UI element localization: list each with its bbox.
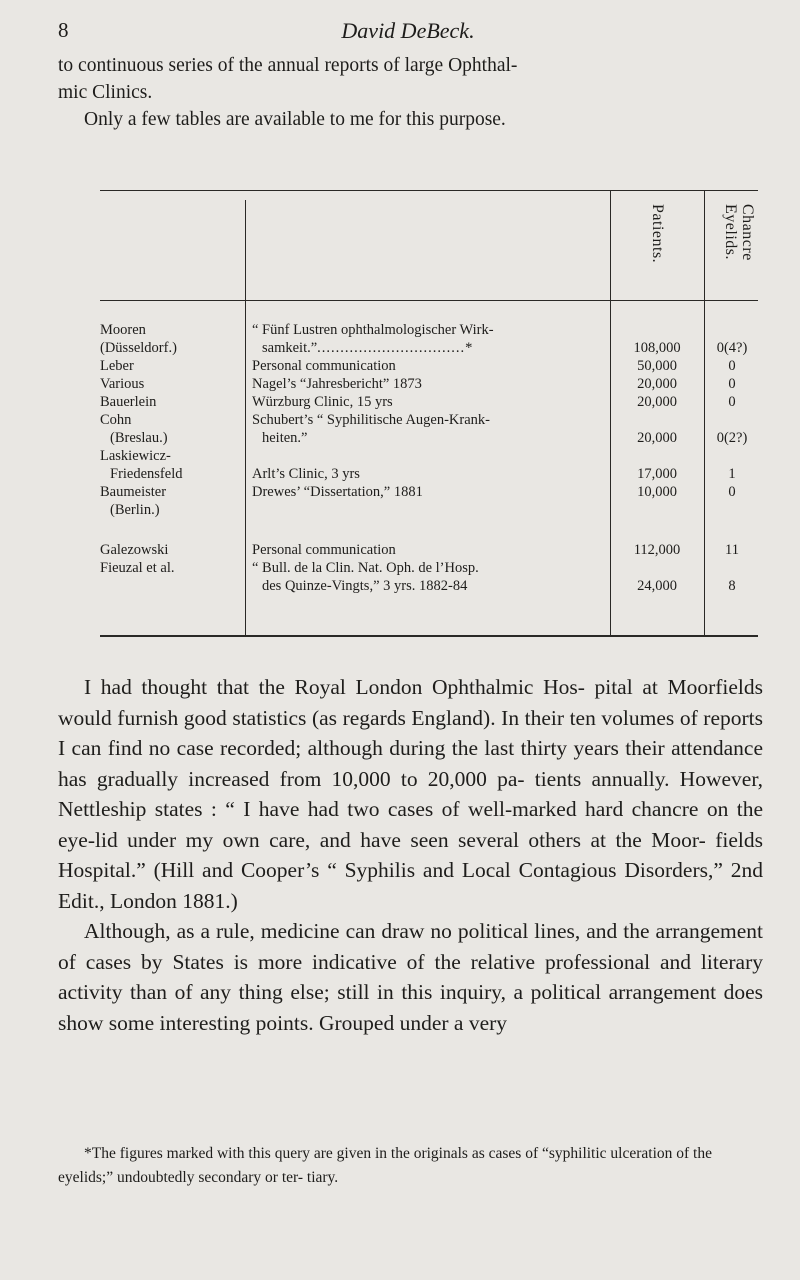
- running-header: [58, 18, 758, 48]
- column-header-chancre-line: Chancre: [739, 204, 756, 261]
- column-divider: [704, 190, 705, 636]
- row-chancre: 0(2?): [716, 430, 748, 446]
- table-top-rule: [100, 190, 758, 191]
- row-source: Personal communication: [252, 358, 396, 374]
- row-author: Friedensfeld: [110, 466, 183, 482]
- row-patients: 20,000: [637, 376, 677, 392]
- row-chancre: 0: [728, 376, 736, 392]
- row-patients: 50,000: [637, 358, 677, 374]
- row-chancre: 0: [728, 394, 736, 410]
- footnote: [58, 1142, 763, 1190]
- row-source: Schubert’s “ Syphilitische Augen-Krank-: [252, 412, 490, 428]
- row-source: Drewes’ “Dissertation,” 1881: [252, 484, 423, 500]
- row-patients: 17,000: [637, 466, 677, 482]
- row-source: Würzburg Clinic, 15 yrs: [252, 394, 393, 410]
- row-author: Various: [100, 376, 145, 392]
- row-author: Baumeister: [100, 484, 167, 500]
- row-source: Personal communication: [252, 542, 396, 558]
- row-author: Leber: [100, 358, 134, 374]
- row-source: heiten.”: [262, 430, 308, 446]
- row-source: des Quinze-Vingts,” 3 yrs. 1882-84: [262, 578, 468, 594]
- column-divider: [245, 200, 246, 636]
- row-author: Laskiewicz-: [100, 448, 171, 464]
- row-patients: 108,000: [633, 340, 681, 356]
- table-bottom-rule: [100, 635, 758, 637]
- intro-line: to continuous series of the annual reports of large Ophthal-: [58, 55, 518, 76]
- intro-line: Only a few tables are available to me for this purpose.: [84, 109, 506, 130]
- row-patients: 24,000: [637, 578, 677, 594]
- row-author: Fieuzal et al.: [100, 560, 175, 576]
- row-chancre: 0: [728, 484, 736, 500]
- intro-line: mic Clinics.: [58, 82, 153, 103]
- row-patients: 10,000: [637, 484, 677, 500]
- row-author: Galezowski: [100, 542, 169, 558]
- footnote-text: *The figures marked with this query are given in the originals as cases of “syphilitic ulceration of the eyelids;” undoubtedly secondary or ter- tiary.: [58, 1145, 712, 1186]
- row-chancre: 1: [728, 466, 736, 482]
- row-source: samkeit.”................................*: [262, 340, 473, 356]
- page-number: 8: [58, 18, 69, 42]
- running-title: David DeBeck.: [341, 18, 475, 43]
- row-source: “ Bull. de la Clin. Nat. Oph. de l’Hosp.: [252, 560, 479, 576]
- row-chancre: 11: [725, 542, 739, 558]
- column-header-eyelids-line: Eyelids.: [722, 204, 739, 260]
- row-author: (Berlin.): [110, 502, 160, 518]
- row-chancre: 0: [728, 358, 736, 374]
- row-chancre: 0(4?): [716, 340, 748, 356]
- intro-paragraph: [58, 52, 758, 133]
- row-author: (Breslau.): [110, 430, 168, 446]
- row-chancre: 8: [728, 578, 736, 594]
- row-author: Bauerlein: [100, 394, 157, 410]
- body-paragraph: Although, as a rule, medicine can draw no political lines, and the arrangement of cases by States is more indicative of the relative professional and literary activity than of any thing else; still in this inquiry, a political arrangement does show some interesting points. Grouped under a very: [58, 919, 763, 1035]
- row-patients: 20,000: [637, 394, 677, 410]
- row-author: Mooren: [100, 322, 146, 338]
- column-header-patients: Patients.: [649, 204, 666, 264]
- row-patients: 20,000: [637, 430, 677, 446]
- row-source: Nagel’s “Jahresbericht” 1873: [252, 376, 422, 392]
- column-divider: [610, 190, 611, 636]
- body-paragraph: I had thought that the Royal London Ophthalmic Hos- pital at Moorfields would furnish good statistics (as regards England). In their ten volumes of reports I can find no case recorded; although during the last thirty years their attendance has gradually increased from 10,000 to 20,000 pa- tients annually. However, Nettleship states : “ I have had two cases of well-marked hard chancre on the eye-lid under my own care, and have seen several others at the Moor- fields Hospital.” (Hill and Cooper’s “ Syphilis and Local Contagious Disorders,” 2nd Edit., London 1881.): [58, 675, 763, 913]
- row-source: “ Fünf Lustren ophthalmologischer Wirk-: [252, 322, 494, 338]
- statistics-table: [100, 190, 758, 650]
- row-source: Arlt’s Clinic, 3 yrs: [252, 466, 360, 482]
- query-marker: *: [465, 340, 473, 356]
- row-author: (Düsseldorf.): [100, 340, 177, 356]
- row-author: Cohn: [100, 412, 132, 428]
- column-header-chancre: [722, 204, 756, 261]
- table-header-rule: [100, 300, 758, 301]
- main-text: [58, 672, 763, 1038]
- row-patients: 112,000: [633, 542, 681, 558]
